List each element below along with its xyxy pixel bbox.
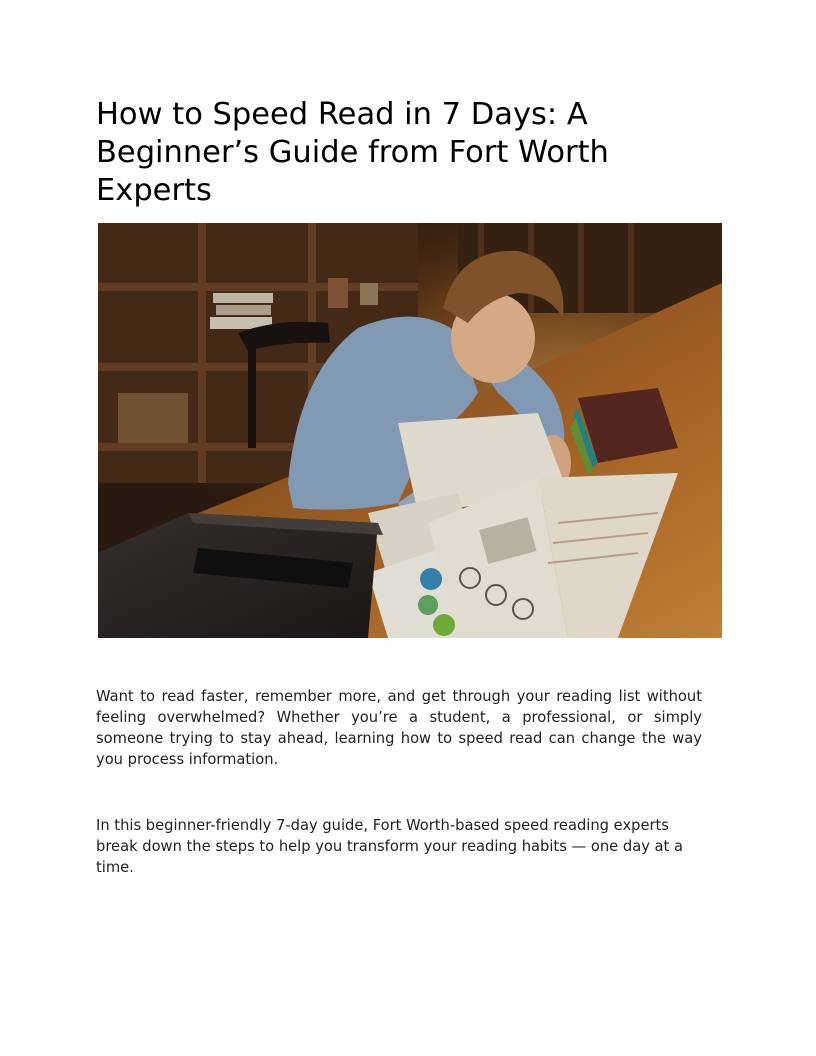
hero-image	[98, 223, 722, 638]
page-title: How to Speed Read in 7 Days: A Beginner’s Guide from Fort Worth Experts	[96, 97, 609, 208]
guide-paragraph: In this beginner-friendly 7-day guide, Fort Worth-based speed reading experts break down the steps to help you transform your reading habits — one day at a time.	[96, 817, 683, 876]
hero-photo-illustration	[98, 223, 722, 638]
intro-paragraph: Want to read faster, remember more, and get through your reading list without feeling overwhelmed? Whether you’re a student, a professional, or simply someone trying to stay ahead, learning how to speed read can change the way you process information.	[96, 688, 702, 768]
